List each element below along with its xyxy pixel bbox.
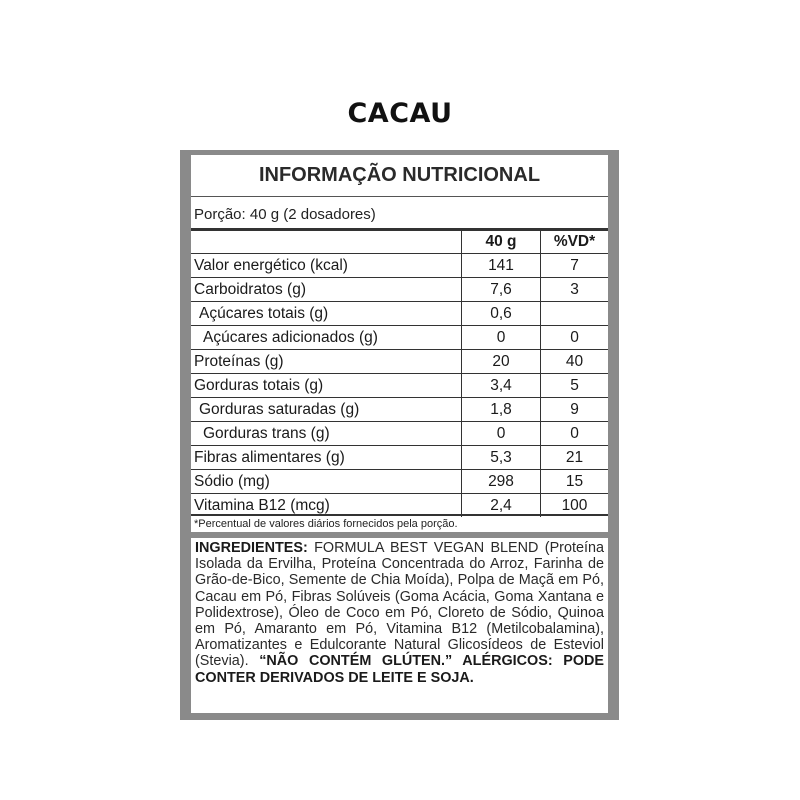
nutrition-label [180, 150, 619, 720]
nutrient-name: Carboidratos (g) [191, 278, 462, 302]
ingredients-text: FORMULA BEST VEGAN BLEND (Proteína Isolada da Ervilha, Proteína Concentrada do Arroz, Farinha de Grão-de-Bico, Semente de Chia Moída), Polpa de Maçã em Pó, Cacau em Pó, Fibras Solúveis (Goma Acácia, Goma Xantana e Polidextrose), Óleo de Coco em Pó, Cloreto de Sódio, Quinoa em Pó, Amaranto em Pó, Vitamina B12 (Metilcobalamina), Aromatizantes e Edulcorante Natural Glicosídeos de Esteviol (Stevia). [195, 540, 604, 670]
header-quantity: 40 g [462, 231, 541, 254]
table-row [191, 470, 608, 494]
nutrient-daily-value: 7 [541, 254, 609, 278]
table-header-row [191, 231, 608, 254]
nutrient-daily-value: 5 [541, 374, 609, 398]
table-row [191, 326, 608, 350]
header-nutrient [191, 231, 462, 254]
nutrient-name: Açúcares adicionados (g) [191, 326, 462, 350]
table-bottom-divider [191, 514, 608, 516]
table-row [191, 446, 608, 470]
ingredients-label: INGREDIENTES: [195, 540, 308, 556]
table-row [191, 254, 608, 278]
nutrient-quantity: 20 [462, 350, 541, 374]
nutrient-name: Gorduras totais (g) [191, 374, 462, 398]
table-row [191, 302, 608, 326]
nutrient-name: Fibras alimentares (g) [191, 446, 462, 470]
nutrient-daily-value: 21 [541, 446, 609, 470]
nutrition-facts-panel [191, 155, 608, 532]
nutrient-quantity: 141 [462, 254, 541, 278]
nutrient-quantity: 0 [462, 326, 541, 350]
nutrient-quantity: 0,6 [462, 302, 541, 326]
nutrient-daily-value: 9 [541, 398, 609, 422]
nutrient-quantity: 7,6 [462, 278, 541, 302]
nutrient-quantity: 5,3 [462, 446, 541, 470]
nutrient-daily-value: 3 [541, 278, 609, 302]
nutrient-quantity: 2,4 [462, 494, 541, 518]
nutrient-name: Gorduras trans (g) [191, 422, 462, 446]
table-row [191, 374, 608, 398]
nutrient-daily-value [541, 302, 609, 326]
nutrient-daily-value: 0 [541, 326, 609, 350]
header-daily-value: %VD* [541, 231, 609, 254]
nutrient-name: Valor energético (kcal) [191, 254, 462, 278]
table-row [191, 350, 608, 374]
nutrient-quantity: 1,8 [462, 398, 541, 422]
nutrient-quantity: 0 [462, 422, 541, 446]
flavor-title: CACAU [347, 98, 453, 129]
nutrient-name: Sódio (mg) [191, 470, 462, 494]
allergen-warning: “NÃO CONTÉM GLÚTEN.” ALÉRGICOS: PODE CONTER DERIVADOS DE LEITE E SOJA. [195, 653, 605, 686]
table-row [191, 398, 608, 422]
daily-value-footnote: *Percentual de valores diários fornecidos pela porção. [194, 518, 458, 530]
table-row [191, 278, 608, 302]
title-divider [191, 196, 608, 197]
nutrient-name: Vitamina B12 (mcg) [191, 494, 462, 518]
nutrient-daily-value: 0 [541, 422, 609, 446]
nutrient-name: Açúcares totais (g) [191, 302, 462, 326]
ingredients-panel [191, 538, 608, 713]
table-row [191, 422, 608, 446]
serving-size: Porção: 40 g (2 dosadores) [194, 206, 376, 223]
nutrition-table [191, 231, 608, 517]
nutrient-daily-value: 15 [541, 470, 609, 494]
nutrient-daily-value: 40 [541, 350, 609, 374]
nutrition-title: INFORMAÇÃO NUTRICIONAL [258, 164, 541, 186]
nutrient-name: Gorduras saturadas (g) [191, 398, 462, 422]
nutrient-quantity: 298 [462, 470, 541, 494]
nutrient-quantity: 3,4 [462, 374, 541, 398]
nutrient-daily-value: 100 [561, 496, 588, 514]
nutrient-name: Proteínas (g) [191, 350, 462, 374]
